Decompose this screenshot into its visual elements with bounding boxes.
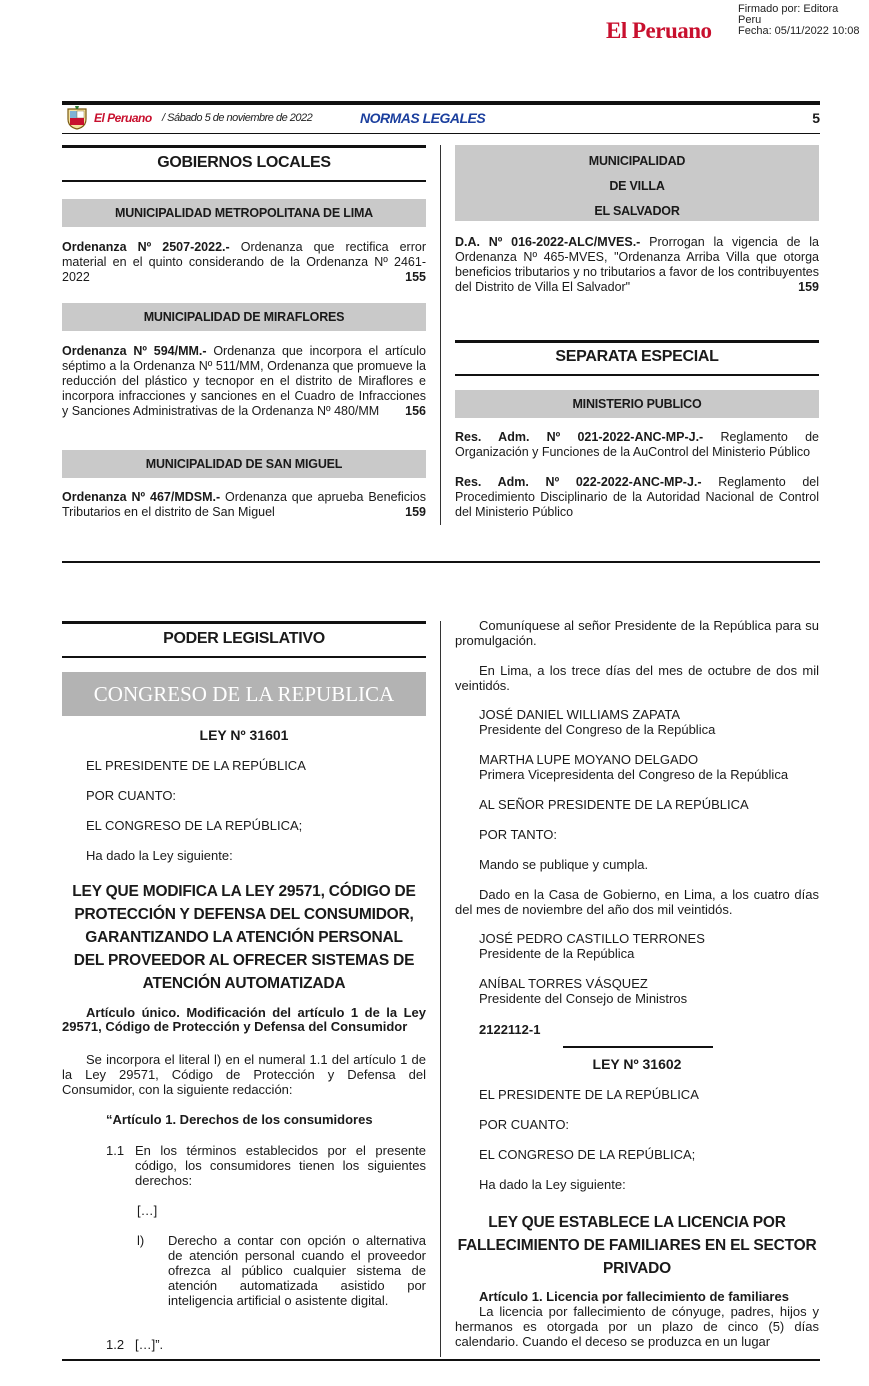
section-name: NORMAS LEGALES: [360, 110, 486, 126]
paragraph: EL CONGRESO DE LA REPÚBLICA;: [479, 1147, 696, 1162]
column-divider: [440, 145, 441, 525]
summary-entry: [62, 344, 426, 419]
signatory-role: Presidente del Congreso de la República: [479, 722, 716, 737]
section-title: GOBIERNOS LOCALES: [157, 154, 331, 171]
summary-entry: [62, 490, 426, 520]
running-header: [62, 106, 820, 132]
entry-page: 155: [405, 270, 426, 284]
section-title-poder-legislativo: PODER LEGISLATIVO: [163, 630, 325, 647]
numeral-text: En los términos establecidos por el presente código, los consumidores tienen los siguientes derechos:: [135, 1143, 426, 1188]
paragraph: AL SEÑOR PRESIDENTE DE LA REPÚBLICA: [479, 797, 749, 812]
law-title: LEY QUE MODIFICA LA LEY 29571, CÓDIGO DE PROTECCIÓN Y DEFENSA DEL CONSUMIDOR, GARANTIZANDO LA ATENCIÓN PERSONAL DEL PROVEEDOR AL OFRECER SISTEMAS DE ATENCIÓN AUTOMATIZADA: [72, 883, 416, 992]
paragraph: En Lima, a los trece días del mes de octubre de dos mil veintidós.: [455, 663, 819, 693]
section-rule: [62, 145, 426, 148]
signature-line-3: Fecha: 05/11/2022 10:08: [738, 25, 860, 37]
law-title: LEY QUE ESTABLECE LA LICENCIA POR FALLECIMIENTO DE FAMILIARES EN EL SECTOR PRIVADO: [457, 1214, 817, 1277]
section-rule: [62, 621, 426, 624]
summary-entry: [455, 430, 819, 460]
summary-entry: [62, 240, 426, 285]
law-number: LEY Nº 31602: [592, 1056, 682, 1072]
article-heading: Artículo 1. Licencia por fallecimiento de familiares: [479, 1289, 789, 1304]
municipality-bar-san-miguel: MUNICIPALIDAD DE SAN MIGUEL: [62, 450, 426, 478]
section-rule: [62, 180, 426, 182]
entry-reference: Ordenanza Nº 467/MDSM.-: [62, 490, 221, 504]
signatory-role: Primera Vicepresidenta del Congreso de la República: [479, 767, 789, 782]
entry-reference: Res. Adm. Nº 021-2022-ANC-MP-J.-: [455, 430, 704, 444]
entry-text: Prorrogan la vigencia de la Ordenanza Nº 465-MVES, "Ordenanza Arriba Villa que otorga beneficios tributarios y no tributarios a favor de los contribuyentes del Distrito de Villa El Salvador": [455, 235, 819, 294]
bar-line: MUNICIPALIDAD: [588, 154, 686, 168]
issue-date: / Sábado 5 de noviembre de 2022: [162, 112, 313, 124]
paragraph: POR TANTO:: [479, 827, 558, 842]
municipality-bar-villa-el-salvador: [455, 145, 819, 221]
paragraph: Mando se publique y cumpla.: [479, 857, 649, 872]
entry-text: Ordenanza que aprueba Beneficios Tributarios en el distrito de San Miguel: [62, 490, 427, 519]
entry-text: Ordenanza que incorpora el artículo séptimo a la Ordenanza Nº 511/MM, Ordenanza que promueve la reducción del plástico y tecnopor en el distrito de Miraflores e incorpora infracciones y sanciones en el Cuadro de Infracciones y Sanciones Administrativas de la Ordenanza Nº 480/MM: [62, 344, 426, 418]
municipality-bar-miraflores: MUNICIPALIDAD DE MIRAFLORES: [62, 303, 426, 331]
ellipsis: […]: [137, 1203, 158, 1218]
paragraph: EL CONGRESO DE LA REPÚBLICA;: [86, 818, 303, 833]
header-top-rule: [62, 101, 820, 105]
literal-text: Derecho a contar con opción o alternativa de atención personal cuando el proveedor ofrezca al público cualquier sistema de atención automatizada asistido por inteligencia artificial o asistente digital.: [168, 1233, 426, 1308]
paragraph: Dado en la Casa de Gobierno, en Lima, a los cuatro días del mes de noviembre del año dos mil veintidós.: [455, 887, 819, 917]
paragraph: Ha dado la Ley siguiente:: [86, 848, 233, 863]
signature-line-2: Peru: [738, 14, 762, 26]
paragraph: EL PRESIDENTE DE LA REPÚBLICA: [86, 758, 306, 773]
ministry-bar: MINISTERIO PUBLICO: [455, 390, 819, 418]
paragraph: EL PRESIDENTE DE LA REPÚBLICA: [479, 1087, 699, 1102]
numeral-label: 1.1: [106, 1143, 125, 1158]
article-text: Se incorpora el literal l) en el numeral 1.1 del artículo 1 de la Ley 29571, Código de Protección y Defensa del Consumidor, con la siguiente redacción:: [62, 1052, 426, 1097]
article-text: La licencia por fallecimiento de cónyuge, padres, hijos y hermanos es otorgada por un plazo de cinco (5) días calendario. Cuando el deceso se produzca en un lugar: [455, 1304, 819, 1349]
entry-reference: D.A. Nº 016-2022-ALC/MVES.-: [455, 235, 641, 249]
separator-rule: [563, 1046, 713, 1048]
bar-line: EL SALVADOR: [594, 204, 680, 218]
signatory-role: Presidente de la República: [479, 946, 635, 961]
newspaper-name: El Peruano: [94, 111, 152, 125]
signatory-name: JOSÉ DANIEL WILLIAMS ZAPATA: [479, 707, 681, 722]
signatory-name: JOSÉ PEDRO CASTILLO TERRONES: [479, 931, 705, 946]
entry-text: Reglamento del Procedimiento Disciplinario de la Autoridad Nacional de Control del Ministerio Público: [455, 475, 820, 519]
signatory-name: ANÍBAL TORRES VÁSQUEZ: [479, 976, 648, 991]
page-number: 5: [812, 110, 820, 126]
summary-end-rule: [62, 561, 820, 563]
entry-page: 159: [405, 505, 426, 519]
numeral-text: […]”.: [135, 1337, 164, 1352]
paragraph: Comuníquese al señor Presidente de la República para su promulgación.: [455, 618, 819, 648]
coat-of-arms-icon: [66, 106, 88, 130]
law-number: LEY Nº 31601: [199, 727, 289, 743]
entry-reference: Res. Adm. Nº 022-2022-ANC-MP-J.-: [455, 475, 702, 489]
entry-text: Reglamento de Organización y Funciones de la AuControl del Ministerio Público: [455, 430, 819, 459]
section-rule: [455, 374, 819, 376]
paragraph: Ha dado la Ley siguiente:: [479, 1177, 626, 1192]
el-peruano-logo: El Peruano: [606, 18, 712, 43]
literal-label: l): [137, 1233, 145, 1248]
header-bottom-rule: [62, 133, 820, 134]
section-rule: [455, 340, 819, 343]
entry-text: Ordenanza que rectifica error material en el quinto considerando de la Ordenanza Nº 2461-2022: [62, 240, 426, 284]
column-divider: [440, 621, 441, 1357]
entry-reference: Ordenanza Nº 2507-2022.-: [62, 240, 230, 254]
signatory-name: MARTHA LUPE MOYANO DELGADO: [479, 752, 699, 767]
paragraph: POR CUANTO:: [479, 1117, 570, 1132]
quote-heading: “Artículo 1. Derechos de los consumidores: [106, 1112, 373, 1127]
bar-line: DE VILLA: [609, 179, 665, 193]
numeral-label: 1.2: [106, 1337, 125, 1352]
institution-band: CONGRESO DE LA REPUBLICA: [62, 672, 426, 716]
section-title: SEPARATA ESPECIAL: [555, 348, 719, 365]
entry-page: 159: [798, 280, 819, 294]
page-bottom-rule: [62, 1359, 820, 1361]
publication-code: 2122112-1: [479, 1022, 541, 1037]
municipality-bar-lima: MUNICIPALIDAD METROPOLITANA DE LIMA: [62, 199, 426, 227]
digital-signature: [738, 4, 868, 37]
paragraph: POR CUANTO:: [86, 788, 177, 803]
section-rule: [62, 656, 426, 658]
summary-entry: [455, 235, 819, 295]
entry-reference: Ordenanza Nº 594/MM.-: [62, 344, 207, 358]
summary-entry: [455, 475, 819, 520]
signature-line-1: Firmado por: Editora: [738, 3, 839, 15]
article-heading: Artículo único. Modificación del artículo 1 de la Ley 29571, Código de Protección y Defensa del Consumidor: [62, 1005, 426, 1034]
entry-page: 156: [405, 404, 426, 418]
signatory-role: Presidente del Consejo de Ministros: [479, 991, 688, 1006]
